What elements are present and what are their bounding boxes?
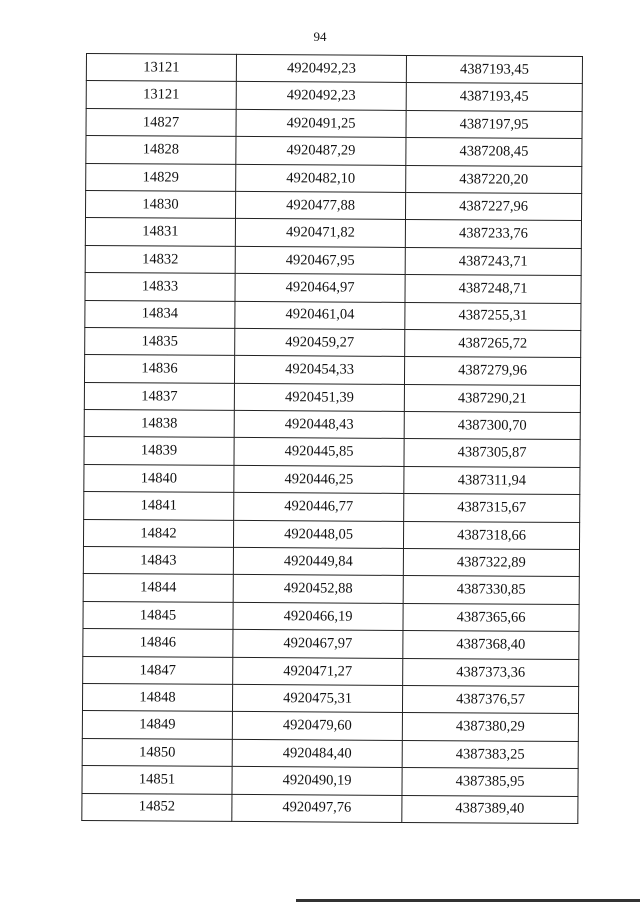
y-coordinate-cell: 4387373,36 (403, 658, 579, 686)
y-coordinate-cell: 4387389,40 (402, 795, 578, 823)
x-coordinate-cell: 4920445,85 (234, 438, 404, 466)
point-number-cell: 14845 (83, 601, 233, 629)
x-coordinate-cell: 4920448,43 (234, 410, 404, 438)
table-row (86, 54, 582, 84)
table-row (83, 574, 579, 604)
y-coordinate-cell: 4387322,89 (403, 548, 579, 576)
x-coordinate-cell: 4920491,25 (236, 109, 406, 137)
point-number-cell: 14844 (83, 574, 233, 602)
point-number-cell: 14836 (84, 355, 234, 383)
y-coordinate-cell: 4387233,76 (405, 220, 581, 248)
table-row (86, 81, 582, 111)
table-row (85, 190, 581, 220)
x-coordinate-cell: 4920492,23 (236, 54, 406, 82)
x-coordinate-cell: 4920461,04 (235, 301, 405, 329)
table-row (82, 793, 578, 823)
table-row (84, 410, 580, 440)
table-row (82, 683, 578, 713)
x-coordinate-cell: 4920466,19 (233, 602, 403, 630)
point-number-cell: 14842 (83, 519, 233, 547)
x-coordinate-cell: 4920446,25 (234, 465, 404, 493)
x-coordinate-cell: 4920492,23 (236, 82, 406, 110)
y-coordinate-cell: 4387376,57 (402, 685, 578, 713)
y-coordinate-cell: 4387279,96 (404, 357, 580, 385)
y-coordinate-cell: 4387385,95 (402, 768, 578, 796)
y-coordinate-cell: 4387365,66 (403, 603, 579, 631)
x-coordinate-cell: 4920482,10 (236, 164, 406, 192)
point-number-cell: 14834 (85, 300, 235, 328)
table-row (83, 629, 579, 659)
table-row (83, 601, 579, 631)
table-row (85, 300, 581, 330)
x-coordinate-cell: 4920477,88 (235, 191, 405, 219)
y-coordinate-cell: 4387227,96 (405, 192, 581, 220)
table-row (82, 738, 578, 768)
point-number-cell: 14833 (85, 273, 235, 301)
table-row (85, 327, 581, 357)
y-coordinate-cell: 4387300,70 (404, 412, 580, 440)
table-row (85, 273, 581, 303)
point-number-cell: 14831 (85, 218, 235, 246)
table-row (83, 656, 579, 686)
x-coordinate-cell: 4920471,82 (235, 219, 405, 247)
table-row (85, 218, 581, 248)
point-number-cell: 14828 (86, 136, 236, 164)
x-coordinate-cell: 4920487,29 (236, 137, 406, 165)
coordinates-table (81, 53, 583, 824)
x-coordinate-cell: 4920467,95 (235, 246, 405, 274)
x-coordinate-cell: 4920475,31 (232, 684, 402, 712)
point-number-cell: 14837 (84, 382, 234, 410)
coordinates-table-body (82, 54, 583, 824)
scan-edge-line (296, 899, 640, 902)
table-row (84, 437, 580, 467)
point-number-cell: 14839 (84, 437, 234, 465)
page-number: 94 (313, 29, 327, 44)
point-number-cell: 14848 (82, 683, 232, 711)
y-coordinate-cell: 4387220,20 (406, 165, 582, 193)
y-coordinate-cell: 4387305,87 (404, 439, 580, 467)
point-number-cell: 14851 (82, 766, 232, 794)
table-row (86, 163, 582, 193)
table-row (84, 382, 580, 412)
point-number-cell: 14840 (84, 464, 234, 492)
y-coordinate-cell: 4387330,85 (403, 576, 579, 604)
y-coordinate-cell: 4387318,66 (403, 521, 579, 549)
point-number-cell: 14847 (83, 656, 233, 684)
x-coordinate-cell: 4920471,27 (233, 657, 403, 685)
point-number-cell: 14832 (85, 245, 235, 273)
point-number-cell: 14846 (83, 629, 233, 657)
y-coordinate-cell: 4387208,45 (406, 138, 582, 166)
x-coordinate-cell: 4920497,76 (232, 794, 402, 822)
x-coordinate-cell: 4920459,27 (235, 328, 405, 356)
table-row (83, 519, 579, 549)
table-row (82, 766, 578, 796)
y-coordinate-cell: 4387193,45 (406, 83, 582, 111)
point-number-cell: 14829 (86, 163, 236, 191)
y-coordinate-cell: 4387193,45 (406, 55, 582, 83)
x-coordinate-cell: 4920467,97 (233, 630, 403, 658)
point-number-cell: 14830 (85, 190, 235, 218)
table-row (84, 492, 580, 522)
point-number-cell: 14849 (82, 711, 232, 739)
table-row (84, 464, 580, 494)
table-row (83, 547, 579, 577)
point-number-cell: 14827 (86, 108, 236, 136)
y-coordinate-cell: 4387243,71 (405, 247, 581, 275)
x-coordinate-cell: 4920464,97 (235, 274, 405, 302)
table-row (86, 136, 582, 166)
y-coordinate-cell: 4387197,95 (406, 110, 582, 138)
y-coordinate-cell: 4387315,67 (404, 494, 580, 522)
point-number-cell: 14838 (84, 410, 234, 438)
y-coordinate-cell: 4387380,29 (402, 713, 578, 741)
x-coordinate-cell: 4920448,05 (233, 520, 403, 548)
y-coordinate-cell: 4387290,21 (404, 384, 580, 412)
x-coordinate-cell: 4920479,60 (232, 712, 402, 740)
y-coordinate-cell: 4387255,31 (405, 302, 581, 330)
table-row (84, 355, 580, 385)
table-row (85, 245, 581, 275)
point-number-cell: 14850 (82, 738, 232, 766)
point-number-cell: 13121 (86, 81, 236, 109)
table-row (82, 711, 578, 741)
point-number-cell: 14841 (84, 492, 234, 520)
point-number-cell: 14843 (83, 547, 233, 575)
y-coordinate-cell: 4387248,71 (405, 275, 581, 303)
point-number-cell: 14835 (85, 327, 235, 355)
y-coordinate-cell: 4387368,40 (403, 631, 579, 659)
table-row (86, 108, 582, 138)
x-coordinate-cell: 4920451,39 (234, 383, 404, 411)
x-coordinate-cell: 4920452,88 (233, 575, 403, 603)
y-coordinate-cell: 4387383,25 (402, 740, 578, 768)
x-coordinate-cell: 4920449,84 (233, 547, 403, 575)
x-coordinate-cell: 4920490,19 (232, 767, 402, 795)
y-coordinate-cell: 4387265,72 (405, 329, 581, 357)
point-number-cell: 14852 (82, 793, 232, 821)
x-coordinate-cell: 4920484,40 (232, 739, 402, 767)
y-coordinate-cell: 4387311,94 (404, 466, 580, 494)
x-coordinate-cell: 4920446,77 (234, 493, 404, 521)
point-number-cell: 13121 (86, 54, 236, 82)
x-coordinate-cell: 4920454,33 (234, 356, 404, 384)
